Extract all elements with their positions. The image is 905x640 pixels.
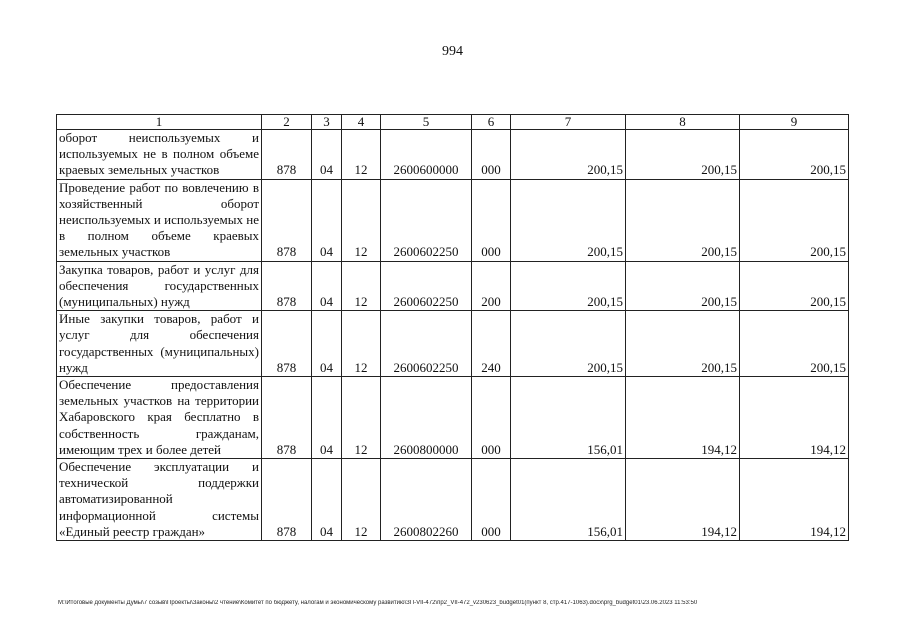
header-col-9: 9 [740,115,849,130]
cell-section: 04 [312,377,342,459]
cell-amount-col7: 200,15 [511,179,626,261]
budget-table [56,114,849,541]
row-description: Обеспечение предоставления земельных участков на территории Хабаровского края бесплатно в собственность гражданам, имеющим трех и более детей [57,377,262,459]
cell-expense-type: 000 [472,459,511,541]
header-col-3: 3 [312,115,342,130]
table-row [57,311,849,377]
cell-amount-col9: 200,15 [740,311,849,377]
row-description: оборот неиспользуемых и используемых не в полном объеме краевых земельных участков [57,130,262,180]
cell-amount-col9: 200,15 [740,261,849,311]
header-col-6: 6 [472,115,511,130]
cell-amount-col8: 200,15 [626,311,740,377]
cell-subsection: 12 [342,261,381,311]
row-description: Иные закупки товаров, работ и услуг для обеспечения государственных (муниципальных) нужд [57,311,262,377]
table-header-row [57,115,849,130]
header-col-8: 8 [626,115,740,130]
header-col-4: 4 [342,115,381,130]
cell-expense-type: 000 [472,130,511,180]
cell-amount-col7: 200,15 [511,130,626,180]
cell-amount-col7: 200,15 [511,261,626,311]
cell-amount-col9: 200,15 [740,179,849,261]
cell-expense-type: 240 [472,311,511,377]
page-number: 994 [442,44,463,59]
row-description: Закупка товаров, работ и услуг для обеспечения государственных (муниципальных) нужд [57,261,262,311]
cell-ministry-code: 878 [262,377,312,459]
header-col-5: 5 [381,115,472,130]
cell-subsection: 12 [342,130,381,180]
cell-ministry-code: 878 [262,130,312,180]
table-row [57,377,849,459]
cell-section: 04 [312,311,342,377]
cell-expense-type: 200 [472,261,511,311]
cell-ministry-code: 878 [262,179,312,261]
cell-section: 04 [312,130,342,180]
cell-subsection: 12 [342,459,381,541]
cell-amount-col9: 194,12 [740,377,849,459]
cell-target-article: 2600602250 [381,311,472,377]
cell-target-article: 2600602250 [381,261,472,311]
cell-amount-col7: 200,15 [511,311,626,377]
cell-amount-col7: 156,01 [511,377,626,459]
cell-ministry-code: 878 [262,261,312,311]
cell-ministry-code: 878 [262,459,312,541]
cell-amount-col8: 194,12 [626,377,740,459]
cell-target-article: 2600802260 [381,459,472,541]
cell-target-article: 2600600000 [381,130,472,180]
cell-amount-col9: 194,12 [740,459,849,541]
cell-amount-col7: 156,01 [511,459,626,541]
cell-section: 04 [312,261,342,311]
header-col-1: 1 [57,115,262,130]
cell-amount-col9: 200,15 [740,130,849,180]
header-col-2: 2 [262,115,312,130]
row-description: Проведение работ по вовлечению в хозяйственный оборот неиспользуемых и используемых не в полном объеме краевых земельных участков [57,179,262,261]
table-row [57,261,849,311]
cell-amount-col8: 194,12 [626,459,740,541]
cell-ministry-code: 878 [262,311,312,377]
table-row [57,179,849,261]
table-row [57,459,849,541]
table-row [57,130,849,180]
cell-subsection: 12 [342,179,381,261]
footer-file-path: M:\Итоговые документы Думы\7 созыв\Проекты\Законы\2 чтение\Комитет по бюджету, налогам и экономическому развитию\ЗП-VII-472\пр2_VII-472_v230623_budget01(пункт 8, стр.417-1063).docx\prg_budget01\23.06.2023 11:53:50 [58,600,698,606]
cell-section: 04 [312,179,342,261]
cell-expense-type: 000 [472,377,511,459]
cell-section: 04 [312,459,342,541]
cell-target-article: 2600602250 [381,179,472,261]
cell-subsection: 12 [342,377,381,459]
cell-expense-type: 000 [472,179,511,261]
row-description: Обеспечение эксплуатации и технической поддержки автоматизированной информационной системы «Единый реестр граждан» [57,459,262,541]
cell-amount-col8: 200,15 [626,179,740,261]
header-col-7: 7 [511,115,626,130]
cell-target-article: 2600800000 [381,377,472,459]
cell-amount-col8: 200,15 [626,261,740,311]
cell-subsection: 12 [342,311,381,377]
cell-amount-col8: 200,15 [626,130,740,180]
